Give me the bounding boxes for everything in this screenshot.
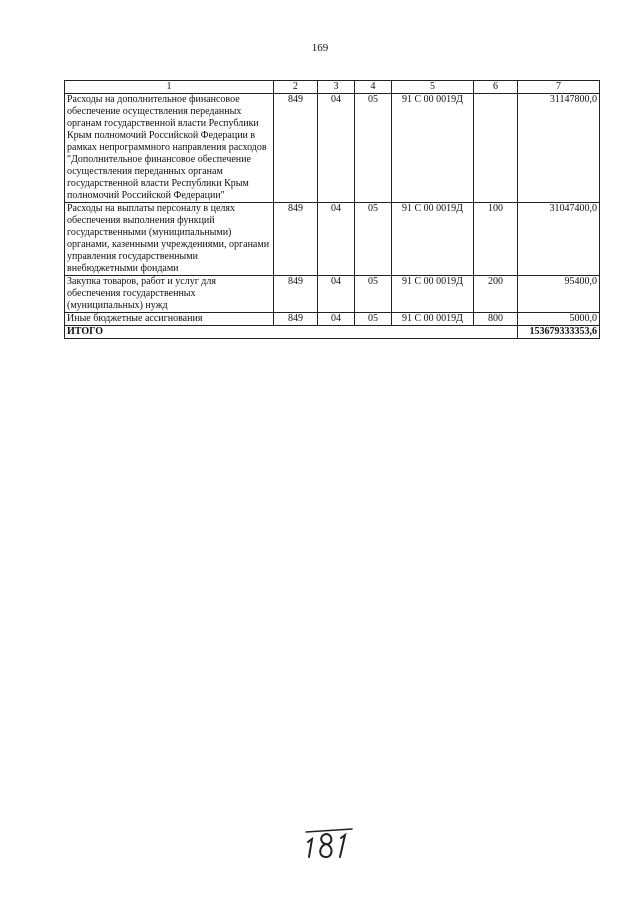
column-header: 5: [392, 81, 474, 94]
row-name: Расходы на дополнительное финансовое обеспечение осуществления переданных органам государственной власти Республики Крым полномочий Российской Федерации в рамках непрограммного направления расходов "Дополнительное финансовое обеспечение осуществления переданных органам государственной власти Республики Крым полномочий Российской Федерации": [65, 94, 274, 203]
row-col5: 91 С 00 0019Д: [392, 203, 474, 276]
row-col2: 849: [274, 276, 318, 313]
column-header: 1: [65, 81, 274, 94]
handwritten-page-number: [300, 826, 360, 862]
page-number: 169: [311, 42, 329, 54]
row-col6: [474, 94, 518, 203]
row-col4: 05: [355, 203, 392, 276]
row-col4: 05: [355, 313, 392, 326]
row-amount: 5000,0: [518, 313, 600, 326]
row-col2: 849: [274, 203, 318, 276]
row-col4: 05: [355, 276, 392, 313]
row-col2: 849: [274, 313, 318, 326]
row-col3: 04: [318, 313, 355, 326]
row-col3: 04: [318, 94, 355, 203]
budget-table: [64, 80, 600, 339]
total-row: [65, 326, 600, 339]
row-amount: 31047400,0: [518, 203, 600, 276]
row-col2: 849: [274, 94, 318, 203]
total-amount: 153679333353,6: [518, 326, 600, 339]
row-name: Расходы на выплаты персоналу в целях обеспечения выполнения функций государственными (муниципальными) органами, казенными учреждениями, органами управления государственными внебюджетными фондами: [65, 203, 274, 276]
column-header: 4: [355, 81, 392, 94]
column-header: 3: [318, 81, 355, 94]
table-header-row: [65, 81, 600, 94]
table-row: [65, 94, 600, 203]
row-name: Закупка товаров, работ и услуг для обеспечения государственных (муниципальных) нужд: [65, 276, 274, 313]
row-col6: 800: [474, 313, 518, 326]
row-col3: 04: [318, 276, 355, 313]
row-col5: 91 С 00 0019Д: [392, 276, 474, 313]
row-col4: 05: [355, 94, 392, 203]
row-amount: 95400,0: [518, 276, 600, 313]
table-row: [65, 203, 600, 276]
column-header: 2: [274, 81, 318, 94]
row-col6: 200: [474, 276, 518, 313]
row-amount: 31147800,0: [518, 94, 600, 203]
row-name: Иные бюджетные ассигнования: [65, 313, 274, 326]
table-row: [65, 313, 600, 326]
row-col3: 04: [318, 203, 355, 276]
column-header: 7: [518, 81, 600, 94]
table-row: [65, 276, 600, 313]
column-header: 6: [474, 81, 518, 94]
total-label: ИТОГО: [65, 326, 518, 339]
row-col6: 100: [474, 203, 518, 276]
row-col5: 91 С 00 0019Д: [392, 94, 474, 203]
row-col5: 91 С 00 0019Д: [392, 313, 474, 326]
